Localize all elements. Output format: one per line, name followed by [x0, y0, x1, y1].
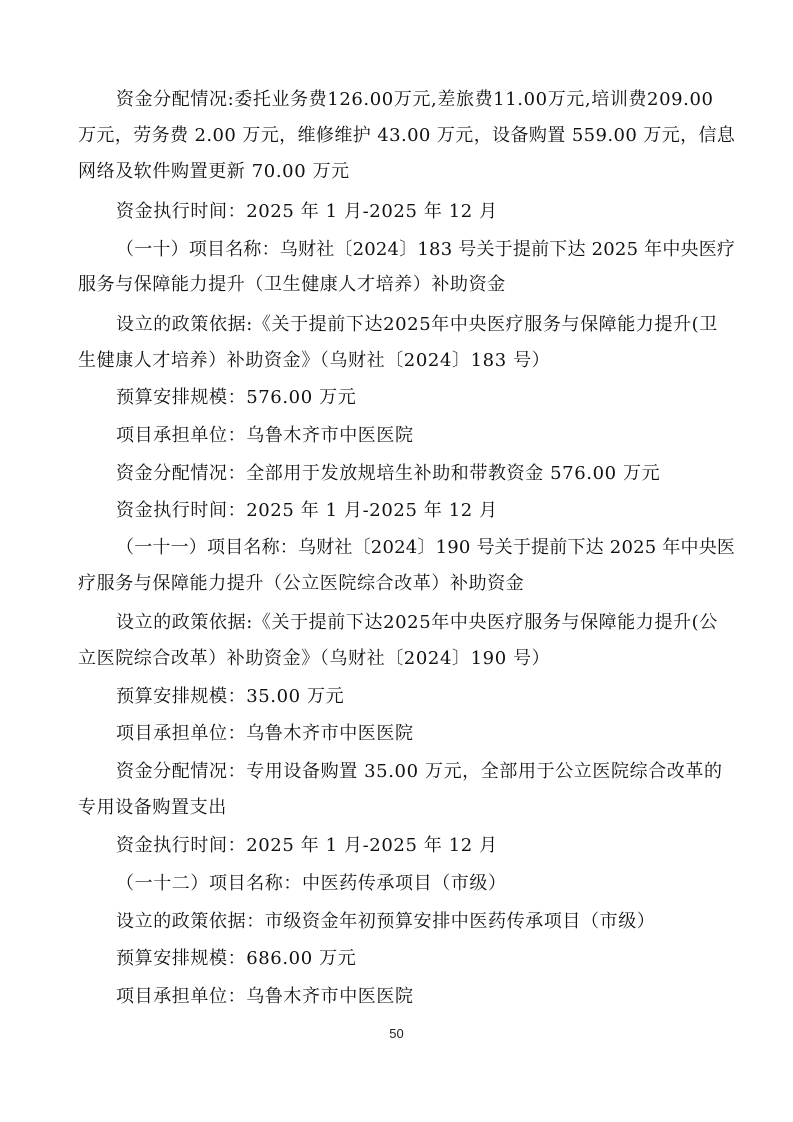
text-line: 生健康人才培养）补助资金》（乌财社〔2024〕183 号）: [78, 350, 551, 371]
text-line: 预算安排规模：35.00 万元: [116, 686, 345, 707]
section-heading: （一十一）项目名称：乌财社〔2024〕190 号关于提前下达 2025 年中央医: [116, 537, 736, 558]
section-heading: （一十）项目名称：乌财社〔2024〕183 号关于提前下达 2025 年中央医疗: [116, 239, 736, 260]
text-line: 资金执行时间：2025 年 1 月-2025 年 12 月: [116, 201, 498, 222]
section-heading: 服务与保障能力提升（卫生健康人才培养）补助资金: [78, 274, 506, 295]
text-line: 项目承担单位：乌鲁木齐市中医医院: [116, 425, 414, 446]
text-line: 设立的政策依据：市级资金年初预算安排中医药传承项目（市级）: [116, 911, 656, 932]
page-number: 50: [389, 1026, 404, 1041]
text-line: 预算安排规模：686.00 万元: [116, 948, 357, 969]
section-heading: （一十二）项目名称：中医药传承项目（市级）: [116, 873, 507, 894]
text-line: 立医院综合改革）补助资金》（乌财社〔2024〕190 号）: [78, 648, 551, 669]
text-line: 资金分配情况：全部用于发放规培生补助和带教资金 576.00 万元: [116, 463, 661, 484]
text-line: 预算安排规模：576.00 万元: [116, 387, 357, 408]
text-line: 万元，劳务费 2.00 万元，维修维护 43.00 万元，设备购置 559.00 万元，信息: [78, 125, 736, 146]
section-heading: 疗服务与保障能力提升（公立医院综合改革）补助资金: [78, 573, 525, 594]
text-line: 资金执行时间：2025 年 1 月-2025 年 12 月: [116, 500, 498, 521]
text-line: 设立的政策依据:《关于提前下达2025年中央医疗服务与保障能力提升(公: [116, 612, 718, 633]
text-line: 专用设备购置支出: [78, 797, 227, 818]
text-line: 项目承担单位：乌鲁木齐市中医医院: [116, 723, 414, 744]
text-line: 资金执行时间：2025 年 1 月-2025 年 12 月: [116, 835, 498, 856]
text-line: 网络及软件购置更新 70.00 万元: [78, 161, 350, 182]
text-line: 资金分配情况：专用设备购置 35.00 万元，全部用于公立医院综合改革的: [116, 761, 723, 782]
text-line: 资金分配情况:委托业务费126.00万元,差旅费11.00万元,培训费209.00: [116, 89, 714, 110]
text-line: 项目承担单位：乌鲁木齐市中医医院: [116, 986, 414, 1007]
text-line: 设立的政策依据:《关于提前下达2025年中央医疗服务与保障能力提升(卫: [116, 314, 718, 335]
